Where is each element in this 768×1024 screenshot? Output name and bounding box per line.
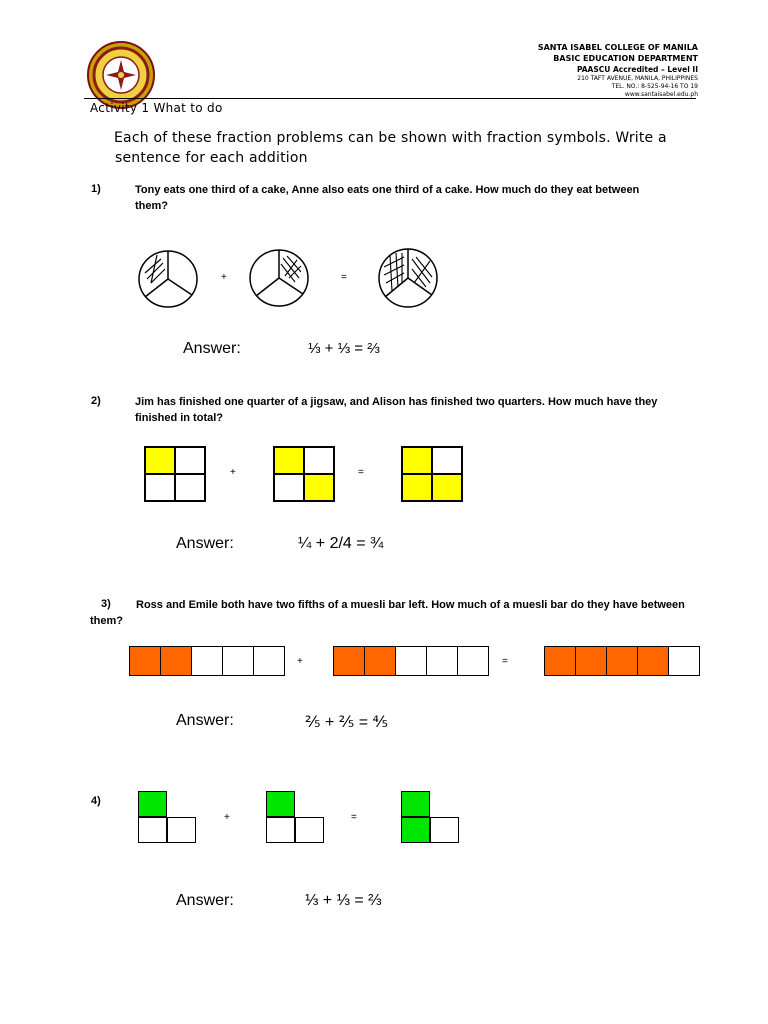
q3-bar-result bbox=[544, 646, 700, 676]
header-divider bbox=[84, 98, 696, 99]
instructions-line-2: sentence for each addition bbox=[115, 150, 308, 166]
q2-square-result bbox=[401, 446, 463, 502]
q3-text-content: Ross and Emile both have two fifths of a muesli bar left. How much of a muesli bar do they have between them? bbox=[90, 599, 685, 627]
q2-square-2 bbox=[273, 446, 335, 502]
q4-shape-result bbox=[401, 791, 463, 847]
instructions-line-1: Each of these fraction problems can be shown with fraction symbols. Write a bbox=[114, 130, 667, 146]
q4-answer: ⅓ + ⅓ = ⅔ bbox=[305, 892, 382, 909]
accreditation: PAASCU Accredited – Level II bbox=[576, 65, 698, 74]
q1-number: 1) bbox=[91, 183, 101, 195]
q4-equals: = bbox=[351, 812, 357, 823]
q2-square-2-cell bbox=[274, 447, 304, 474]
q2-equals: = bbox=[358, 467, 364, 478]
q3-bar-2-cell bbox=[427, 647, 458, 675]
q3-bar-1-cell bbox=[130, 647, 161, 675]
q3-bar-1-cell bbox=[192, 647, 223, 675]
q4-shape-result-cell bbox=[430, 817, 459, 843]
school-telephone: TEL. NO.: 8-525-94-16 TO 19 bbox=[611, 83, 698, 90]
q4-shape-result-cell bbox=[401, 817, 430, 843]
q1-text: Tony eats one third of a cake, Anne also eats one third of a cake. How much do they eat between them? bbox=[135, 184, 640, 212]
q3-bar-1-cell bbox=[223, 647, 254, 675]
q2-square-1-cell bbox=[145, 447, 175, 474]
q2-number: 2) bbox=[91, 395, 101, 407]
q3-bar-2-cell bbox=[365, 647, 396, 675]
q2-square-1-cell bbox=[175, 447, 205, 474]
q2-square-1 bbox=[144, 446, 206, 502]
q1-answer-label: Answer: bbox=[183, 340, 241, 357]
q2-square-result-cell bbox=[402, 447, 432, 474]
q2-square-result-cell bbox=[432, 447, 462, 474]
q4-shape-1-cell bbox=[167, 817, 196, 843]
q4-shape-2-cell bbox=[295, 817, 324, 843]
q3-bar-1-cell bbox=[161, 647, 192, 675]
q3-text bbox=[90, 597, 690, 629]
school-website: www.santaisabel.edu.ph bbox=[624, 91, 698, 98]
q2-answer: ¼ + 2/4 = ¾ bbox=[298, 535, 384, 552]
school-name: SANTA ISABEL COLLEGE OF MANILA bbox=[537, 43, 698, 52]
school-logo bbox=[86, 40, 156, 110]
q1-circle-1 bbox=[137, 249, 201, 314]
q3-bar-result-cell bbox=[638, 647, 669, 675]
q3-bar-2-cell bbox=[334, 647, 365, 675]
q2-plus: + bbox=[230, 467, 236, 478]
q3-bar-result-cell bbox=[607, 647, 638, 675]
q2-square-result-cell bbox=[432, 474, 462, 501]
q4-shape-1-cell bbox=[138, 817, 167, 843]
q4-shape-1-cell bbox=[138, 791, 167, 817]
q3-bar-result-cell bbox=[669, 647, 699, 675]
q2-square-2-cell bbox=[274, 474, 304, 501]
q4-shape-2-cell bbox=[266, 817, 295, 843]
q2-square-2-cell bbox=[304, 447, 334, 474]
school-address: 210 TAFT AVENUE, MANILA, PHILIPPINES bbox=[577, 75, 698, 82]
q3-number: 3) bbox=[101, 598, 111, 610]
q4-plus: + bbox=[224, 812, 230, 823]
q2-text: Jim has finished one quarter of a jigsaw, and Alison has finished two quarters. How much have they finished in total? bbox=[135, 396, 658, 424]
q4-shape-1 bbox=[138, 791, 200, 847]
q2-square-2-cell bbox=[304, 474, 334, 501]
activity-title: Activity 1 What to do bbox=[90, 101, 223, 115]
q3-bar-2 bbox=[333, 646, 489, 676]
q3-answer: ⅖ + ⅖ = ⅘ bbox=[305, 714, 388, 731]
q2-answer-label: Answer: bbox=[176, 535, 234, 552]
instructions bbox=[114, 128, 694, 168]
q3-equals: = bbox=[502, 656, 508, 667]
q2-square-result-cell bbox=[402, 474, 432, 501]
q3-plus: + bbox=[297, 656, 303, 667]
q3-bar-1 bbox=[129, 646, 285, 676]
q3-bar-2-cell bbox=[458, 647, 488, 675]
q3-bar-result-cell bbox=[576, 647, 607, 675]
q4-shape-2-cell bbox=[266, 791, 295, 817]
q1-circle-result bbox=[376, 247, 440, 314]
q1-equals: = bbox=[341, 272, 347, 283]
q3-bar-result-cell bbox=[545, 647, 576, 675]
q4-number: 4) bbox=[91, 795, 101, 807]
q4-shape-2 bbox=[266, 791, 328, 847]
q2-square-1-cell bbox=[175, 474, 205, 501]
q3-bar-1-cell bbox=[254, 647, 284, 675]
q1-circle-2 bbox=[247, 248, 311, 313]
q3-answer-label: Answer: bbox=[176, 712, 234, 729]
department-name: BASIC EDUCATION DEPARTMENT bbox=[553, 54, 698, 63]
q3-bar-2-cell bbox=[396, 647, 427, 675]
q4-shape-result-cell bbox=[401, 791, 430, 817]
q4-answer-label: Answer: bbox=[176, 892, 234, 909]
q2-square-1-cell bbox=[145, 474, 175, 501]
q1-plus: + bbox=[221, 272, 227, 283]
school-header bbox=[538, 42, 698, 99]
q1-answer: ⅓ + ⅓ = ⅔ bbox=[308, 340, 380, 357]
